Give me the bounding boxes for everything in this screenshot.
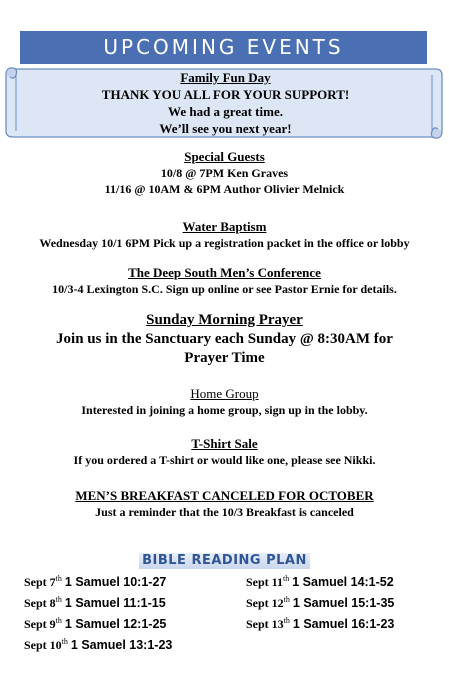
guests-line-1: 10/8 @ 7PM Ken Graves bbox=[160, 166, 289, 180]
breakfast-line: Just a reminder that the 10/3 Breakfast is canceled bbox=[95, 505, 354, 519]
mens-breakfast-section bbox=[0, 488, 449, 520]
reading-row bbox=[24, 591, 172, 612]
reading-passage: 1 Samuel 12:1-25 bbox=[64, 617, 167, 631]
reading-row bbox=[24, 612, 172, 633]
family-line-1: THANK YOU ALL FOR YOUR SUPPORT! bbox=[101, 87, 350, 102]
reading-day-suffix: th bbox=[55, 616, 62, 625]
home-group-heading: Home Group bbox=[190, 386, 259, 401]
upcoming-events-banner bbox=[20, 31, 427, 64]
family-fun-day-scroll bbox=[3, 65, 444, 139]
reading-day: Sept 10 bbox=[24, 638, 62, 652]
reading-row bbox=[246, 591, 394, 612]
home-group-section bbox=[0, 386, 449, 418]
banner-title: UPCOMING EVENTS bbox=[103, 35, 344, 59]
family-line-3: We’ll see you next year! bbox=[159, 121, 292, 136]
prayer-heading: Sunday Morning Prayer bbox=[146, 312, 303, 328]
reading-plan-right-column bbox=[246, 570, 394, 633]
conference-heading: The Deep South Men’s Conference bbox=[128, 265, 321, 280]
reading-day: Sept 12 bbox=[246, 596, 284, 610]
water-baptism-section bbox=[0, 219, 449, 251]
baptism-heading: Water Baptism bbox=[182, 219, 267, 234]
reading-day-suffix: th bbox=[283, 616, 290, 625]
reading-day-suffix: th bbox=[55, 574, 62, 583]
tshirt-sale-section bbox=[0, 436, 449, 468]
reading-row bbox=[246, 570, 394, 591]
tshirt-heading: T-Shirt Sale bbox=[191, 436, 258, 451]
conference-section bbox=[0, 265, 449, 297]
reading-row bbox=[24, 570, 172, 591]
home-group-line: Interested in joining a home group, sign up in the lobby. bbox=[81, 403, 368, 417]
special-guests-section bbox=[0, 149, 449, 197]
sunday-prayer-section bbox=[0, 311, 449, 368]
reading-day: Sept 11 bbox=[246, 575, 284, 589]
baptism-line: Wednesday 10/1 6PM Pick up a registration packet in the office or lobby bbox=[39, 236, 410, 250]
conference-line: 10/3-4 Lexington S.C. Sign up online or see Pastor Ernie for details. bbox=[52, 282, 397, 296]
reading-passage: 1 Samuel 15:1-35 bbox=[292, 596, 395, 610]
guests-line-2: 11/16 @ 10AM & 6PM Author Olivier Melnick bbox=[104, 182, 345, 196]
guests-heading: Special Guests bbox=[184, 149, 265, 164]
reading-day: Sept 9 bbox=[24, 617, 56, 631]
reading-day: Sept 13 bbox=[246, 617, 284, 631]
reading-day-suffix: th bbox=[283, 595, 290, 604]
reading-day: Sept 7 bbox=[24, 575, 56, 589]
reading-passage: 1 Samuel 14:1-52 bbox=[292, 575, 394, 589]
reading-plan-left-column bbox=[24, 570, 172, 654]
bible-reading-plan-title: BIBLE READING PLAN bbox=[139, 553, 310, 569]
reading-passage: 1 Samuel 16:1-23 bbox=[292, 617, 395, 631]
tshirt-line: If you ordered a T-shirt or would like one, please see Nikki. bbox=[73, 453, 376, 467]
reading-passage: 1 Samuel 10:1-27 bbox=[64, 575, 167, 589]
reading-passage: 1 Samuel 11:1-15 bbox=[64, 596, 166, 610]
prayer-line-1: Join us in the Sanctuary each Sunday @ 8:30AM for bbox=[56, 331, 393, 347]
breakfast-heading: MEN’S BREAKFAST CANCELED FOR OCTOBER bbox=[75, 488, 374, 503]
reading-row bbox=[24, 633, 172, 654]
family-line-2: We had a great time. bbox=[168, 104, 283, 119]
reading-day-suffix: th bbox=[283, 574, 290, 583]
family-heading: Family Fun Day bbox=[180, 70, 271, 85]
reading-row bbox=[246, 612, 394, 633]
reading-day-suffix: th bbox=[55, 595, 62, 604]
reading-day-suffix: th bbox=[61, 637, 68, 646]
reading-day: Sept 8 bbox=[24, 596, 56, 610]
reading-passage: 1 Samuel 13:1-23 bbox=[70, 638, 173, 652]
prayer-line-2: Prayer Time bbox=[184, 350, 265, 366]
